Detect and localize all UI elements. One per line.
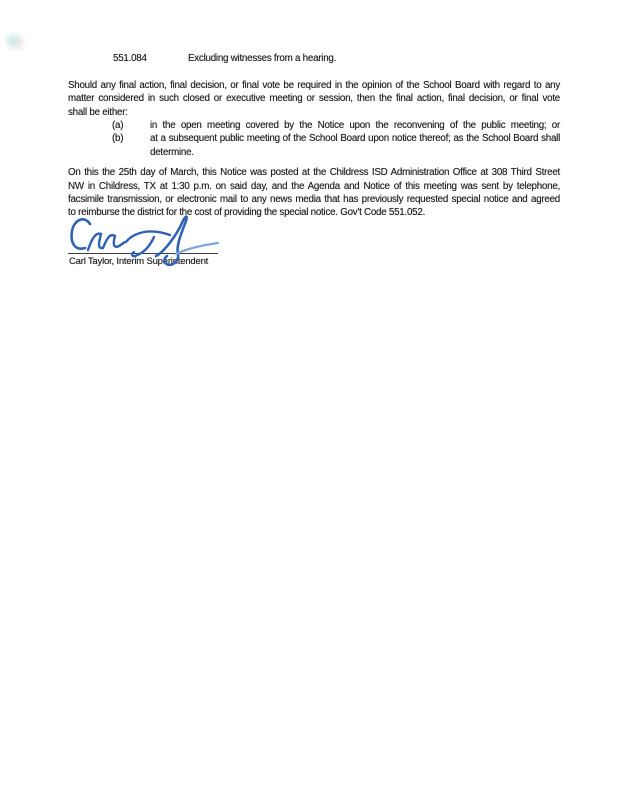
signature-stroke-c [72, 219, 90, 248]
option-a-text: in the open meeting covered by the Notice upon the reconvening of the public meeting; or [150, 120, 560, 131]
document-body [68, 52, 560, 220]
option-b-continuation-text: determine. [150, 146, 194, 158]
signature-stroke-t-bar [126, 231, 170, 242]
signature-stroke-tail [176, 243, 218, 254]
option-a-label: (a) [112, 120, 124, 131]
paragraph-line: Should any final action, final decision, or final vote be required in the opinion of the School Board with regard to any [68, 79, 560, 91]
signature-stroke-loop [156, 217, 187, 265]
statute-line [68, 52, 560, 65]
option-b-label: (b) [112, 133, 124, 145]
handwritten-signature [64, 212, 224, 270]
paragraph-line: shall be either: [68, 106, 128, 118]
option-b-text: at a subsequent public meeting of the School Board upon notice thereof; as the School Board shall [150, 133, 560, 145]
signature-stroke-arl [88, 234, 125, 250]
paragraph-line: On this the 25th day of March, this Notice was posted at the Childress ISD Administration Office at 308 Third Street [68, 167, 560, 179]
paragraph-final-action [68, 79, 560, 119]
option-b-row [68, 132, 560, 145]
statute-number: 551.084 [113, 53, 147, 64]
scan-artifact-smudge [5, 33, 25, 51]
option-a-row [68, 119, 560, 132]
paragraph-line: facsimile transmission, or electronic mail to any news media that has previously requested special notice and agreed [68, 194, 560, 206]
signature-stroke-t-stem [132, 237, 154, 256]
paragraph-line: to reimburse the district for the cost of providing the special notice. Gov't Code 551.052. [68, 207, 426, 219]
paragraph-line: NW in Childress, TX at 1:30 p.m. on said day, and the Agenda and Notice of this meeting was sent by telephone, [68, 180, 560, 192]
signer-name-title: Carl Taylor, Interim Superintendent [69, 255, 209, 267]
option-b-continuation [68, 146, 560, 159]
statute-description: Excluding witnesses from a hearing. [188, 53, 337, 64]
paragraph-line: matter considered in such closed or executive meeting or session, then the final action, final decision, or final vote [68, 93, 560, 105]
